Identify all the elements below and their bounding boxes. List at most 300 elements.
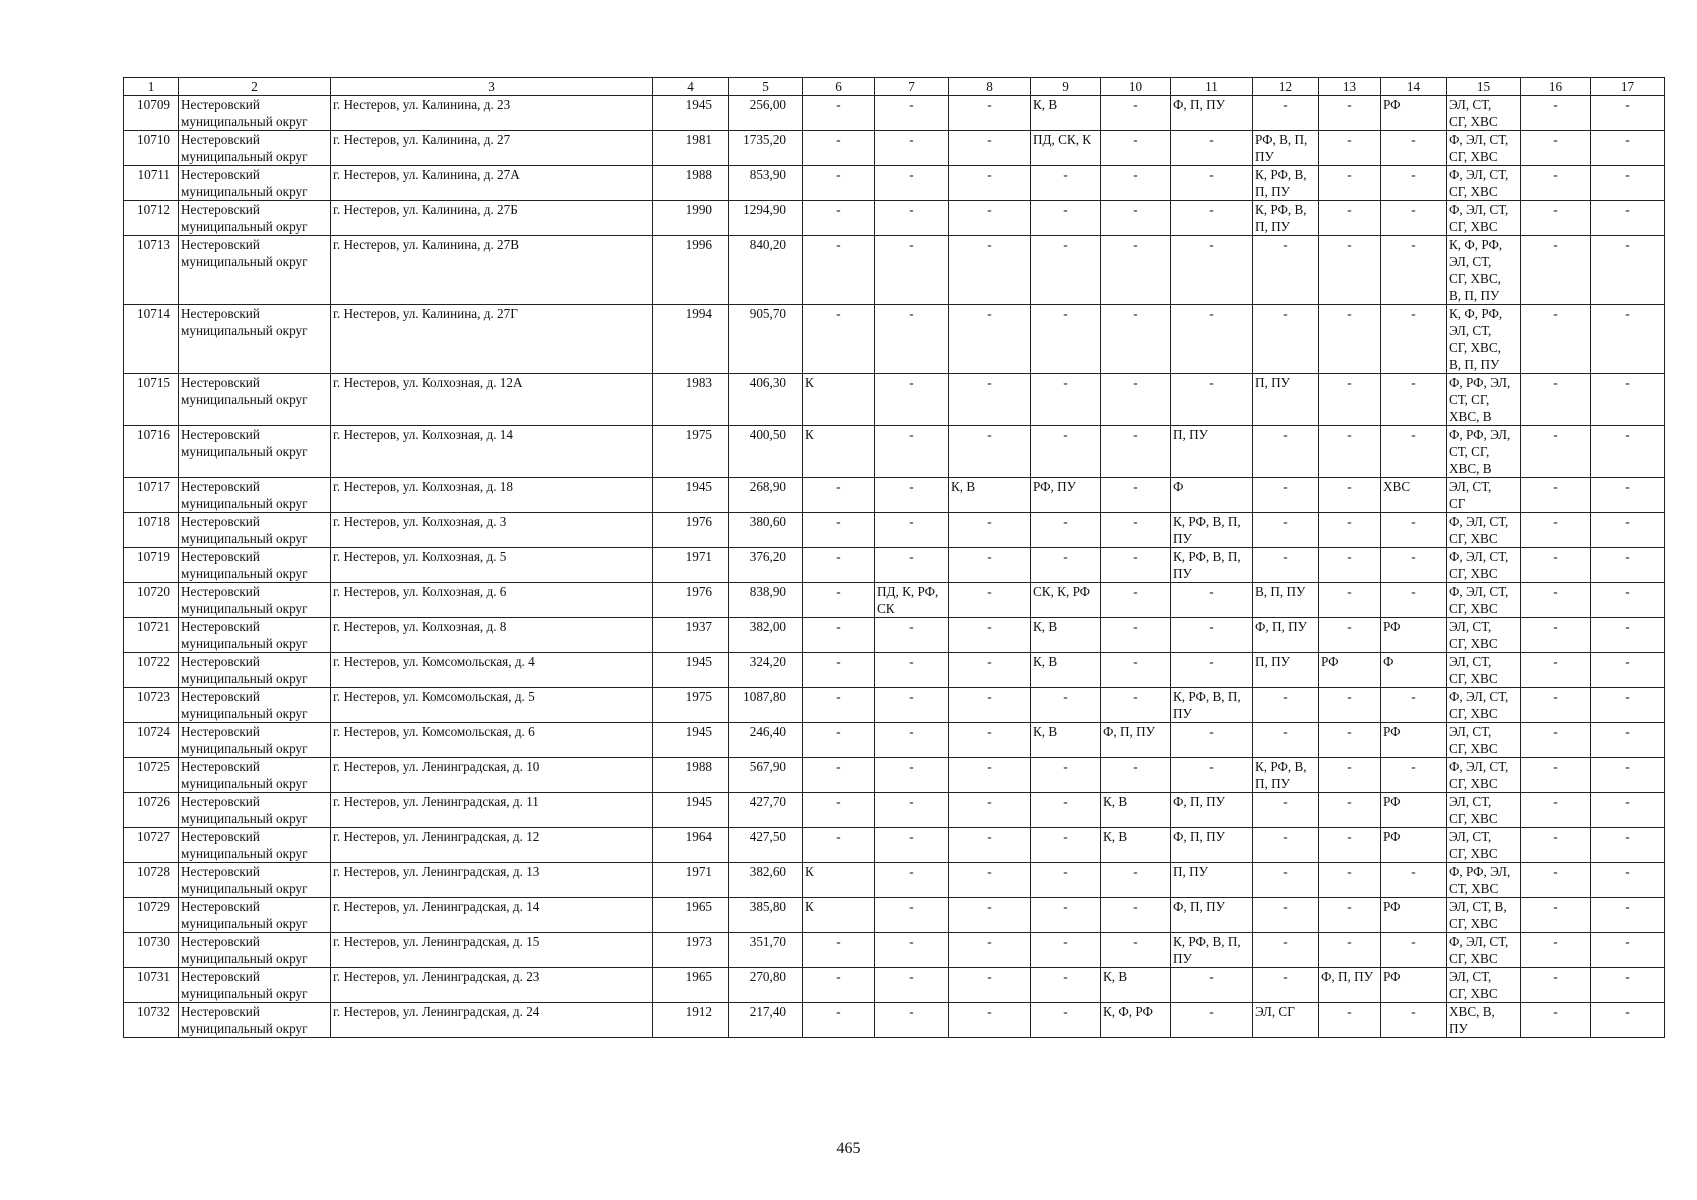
table-cell: -: [875, 863, 949, 898]
table-cell: Ф, П, ПУ: [1101, 723, 1171, 758]
table-cell: -: [949, 863, 1031, 898]
table-cell: 10726: [124, 793, 179, 828]
table-cell: Ф, РФ, ЭЛ, СТ, СГ, ХВС, В: [1447, 426, 1521, 478]
table-cell: -: [803, 1003, 875, 1038]
table-cell: -: [875, 828, 949, 863]
table-cell: -: [1521, 305, 1591, 374]
table-cell: В, П, ПУ: [1253, 583, 1319, 618]
table-cell: г. Нестеров, ул. Калинина, д. 27А: [331, 166, 653, 201]
table-cell: -: [949, 166, 1031, 201]
table-cell: -: [803, 131, 875, 166]
table-cell: Ф, ЭЛ, СТ, СГ, ХВС: [1447, 201, 1521, 236]
table-row: [124, 898, 1665, 933]
table-cell: ЭЛ, СТ, СГ, ХВС: [1447, 723, 1521, 758]
table-cell: 10725: [124, 758, 179, 793]
table-cell: -: [875, 1003, 949, 1038]
table-cell: -: [1171, 131, 1253, 166]
table-cell: г. Нестеров, ул. Колхозная, д. 14: [331, 426, 653, 478]
table-cell: РФ: [1381, 828, 1447, 863]
table-cell: -: [803, 933, 875, 968]
table-cell: -: [1521, 898, 1591, 933]
column-header: 16: [1521, 78, 1591, 96]
table-cell: -: [875, 758, 949, 793]
column-header: 1: [124, 78, 179, 96]
column-header: 4: [653, 78, 729, 96]
table-cell: К, РФ, В, П, ПУ: [1253, 758, 1319, 793]
table-cell: 382,60: [729, 863, 803, 898]
table-cell: 905,70: [729, 305, 803, 374]
table-row: [124, 618, 1665, 653]
table-cell: -: [1591, 513, 1665, 548]
table-cell: Ф, ЭЛ, СТ, СГ, ХВС: [1447, 131, 1521, 166]
table-cell: -: [1101, 166, 1171, 201]
table-cell: К: [803, 426, 875, 478]
table-cell: -: [1253, 828, 1319, 863]
table-cell: -: [1319, 688, 1381, 723]
table-cell: -: [1381, 374, 1447, 426]
table-cell: г. Нестеров, ул. Калинина, д. 27: [331, 131, 653, 166]
table-cell: К, РФ, В, П, ПУ: [1253, 166, 1319, 201]
table-row: [124, 513, 1665, 548]
table-cell: П, ПУ: [1253, 374, 1319, 426]
table-cell: Ф, ЭЛ, СТ, СГ, ХВС: [1447, 166, 1521, 201]
table-cell: СК, К, РФ: [1031, 583, 1101, 618]
table-cell: 10711: [124, 166, 179, 201]
table-cell: К, В: [949, 478, 1031, 513]
table-cell: -: [875, 131, 949, 166]
table-cell: -: [1319, 305, 1381, 374]
table-cell: -: [1031, 426, 1101, 478]
table-cell: -: [1253, 933, 1319, 968]
table-row: [124, 583, 1665, 618]
table-cell: -: [1521, 653, 1591, 688]
table-cell: -: [1031, 828, 1101, 863]
table-cell: Нестеровский муниципальный округ: [179, 305, 331, 374]
table-cell: -: [1319, 618, 1381, 653]
table-cell: -: [1101, 236, 1171, 305]
table-cell: Нестеровский муниципальный округ: [179, 688, 331, 723]
table-row: [124, 653, 1665, 688]
table-cell: -: [803, 478, 875, 513]
table-cell: -: [803, 828, 875, 863]
table-cell: Нестеровский муниципальный округ: [179, 723, 331, 758]
table-cell: -: [1253, 723, 1319, 758]
table-cell: -: [1521, 688, 1591, 723]
table-row: [124, 96, 1665, 131]
table-cell: 1994: [653, 305, 729, 374]
table-cell: ЭЛ, СГ: [1253, 1003, 1319, 1038]
table-cell: -: [1101, 898, 1171, 933]
table-row: [124, 131, 1665, 166]
table-cell: -: [1521, 723, 1591, 758]
table-cell: -: [1319, 131, 1381, 166]
table-row: [124, 723, 1665, 758]
table-cell: 427,70: [729, 793, 803, 828]
table-cell: 10718: [124, 513, 179, 548]
table-cell: 1973: [653, 933, 729, 968]
table-cell: -: [803, 968, 875, 1003]
table-cell: -: [949, 305, 1031, 374]
table-cell: 10729: [124, 898, 179, 933]
table-cell: -: [1591, 618, 1665, 653]
table-cell: г. Нестеров, ул. Ленинградская, д. 14: [331, 898, 653, 933]
table-cell: -: [1591, 793, 1665, 828]
column-header: 2: [179, 78, 331, 96]
column-header: 13: [1319, 78, 1381, 96]
table-cell: -: [1381, 688, 1447, 723]
table-cell: 1087,80: [729, 688, 803, 723]
table-cell: -: [1591, 863, 1665, 898]
table-cell: К, Ф, РФ, ЭЛ, СТ, СГ, ХВС, В, П, ПУ: [1447, 236, 1521, 305]
table-cell: -: [1171, 968, 1253, 1003]
table-cell: РФ: [1381, 898, 1447, 933]
table-cell: К, РФ, В, П, ПУ: [1171, 933, 1253, 968]
table-cell: ЭЛ, СТ, СГ, ХВС: [1447, 828, 1521, 863]
table-cell: 1971: [653, 863, 729, 898]
table-cell: -: [1101, 374, 1171, 426]
table-row: [124, 426, 1665, 478]
table-cell: 10717: [124, 478, 179, 513]
table-cell: -: [1521, 131, 1591, 166]
table-cell: -: [1381, 583, 1447, 618]
table-cell: -: [1031, 933, 1101, 968]
table-cell: РФ: [1381, 793, 1447, 828]
table-cell: К, Ф, РФ, ЭЛ, СТ, СГ, ХВС, В, П, ПУ: [1447, 305, 1521, 374]
table-row: [124, 828, 1665, 863]
table-cell: Нестеровский муниципальный округ: [179, 1003, 331, 1038]
table-cell: ЭЛ, СТ, СГ, ХВС: [1447, 968, 1521, 1003]
table-cell: ПД, К, РФ, СК: [875, 583, 949, 618]
table-cell: ЭЛ, СТ, СГ: [1447, 478, 1521, 513]
column-header: 7: [875, 78, 949, 96]
table-cell: -: [1031, 968, 1101, 1003]
table-cell: -: [949, 96, 1031, 131]
table-cell: Нестеровский муниципальный округ: [179, 426, 331, 478]
table-cell: К: [803, 374, 875, 426]
table-cell: -: [803, 305, 875, 374]
table-cell: -: [1591, 1003, 1665, 1038]
table-cell: РФ: [1381, 968, 1447, 1003]
table-cell: Нестеровский муниципальный округ: [179, 933, 331, 968]
table-cell: г. Нестеров, ул. Колхозная, д. 12А: [331, 374, 653, 426]
table-cell: -: [1381, 1003, 1447, 1038]
table-cell: -: [875, 166, 949, 201]
table-cell: г. Нестеров, ул. Калинина, д. 27В: [331, 236, 653, 305]
table-cell: 10720: [124, 583, 179, 618]
table-cell: ЭЛ, СТ, СГ, ХВС: [1447, 793, 1521, 828]
column-header: 10: [1101, 78, 1171, 96]
table-cell: 1996: [653, 236, 729, 305]
table-cell: 1976: [653, 513, 729, 548]
table-cell: г. Нестеров, ул. Ленинградская, д. 12: [331, 828, 653, 863]
table-cell: К, РФ, В, П, ПУ: [1171, 548, 1253, 583]
table-cell: -: [949, 898, 1031, 933]
table-cell: К, РФ, В, П, ПУ: [1253, 201, 1319, 236]
table-cell: 10722: [124, 653, 179, 688]
table-cell: 270,80: [729, 968, 803, 1003]
table-cell: -: [803, 236, 875, 305]
table-cell: -: [949, 374, 1031, 426]
table-cell: Ф, ЭЛ, СТ, СГ, ХВС: [1447, 933, 1521, 968]
table-cell: -: [1319, 548, 1381, 583]
table-cell: К, В: [1101, 793, 1171, 828]
table-cell: К, В: [1031, 96, 1101, 131]
table-cell: Ф, ЭЛ, СТ, СГ, ХВС: [1447, 513, 1521, 548]
table-cell: Ф, РФ, ЭЛ, СТ, СГ, ХВС, В: [1447, 374, 1521, 426]
table-cell: -: [1101, 583, 1171, 618]
table-cell: ПД, СК, К: [1031, 131, 1101, 166]
table-cell: Нестеровский муниципальный округ: [179, 583, 331, 618]
table-cell: 400,50: [729, 426, 803, 478]
table-cell: 382,00: [729, 618, 803, 653]
table-cell: -: [1031, 374, 1101, 426]
table-cell: -: [949, 583, 1031, 618]
table-cell: -: [1521, 583, 1591, 618]
table-cell: -: [949, 201, 1031, 236]
table-cell: 840,20: [729, 236, 803, 305]
table-cell: 10709: [124, 96, 179, 131]
table-cell: 1975: [653, 426, 729, 478]
table-cell: Ф, П, ПУ: [1171, 793, 1253, 828]
table-cell: 217,40: [729, 1003, 803, 1038]
table-cell: Нестеровский муниципальный округ: [179, 374, 331, 426]
table-cell: -: [1591, 426, 1665, 478]
table-cell: -: [949, 688, 1031, 723]
table-cell: Нестеровский муниципальный округ: [179, 201, 331, 236]
table-cell: -: [1521, 618, 1591, 653]
table-cell: 256,00: [729, 96, 803, 131]
column-header: 11: [1171, 78, 1253, 96]
table-cell: 1912: [653, 1003, 729, 1038]
table-cell: -: [1101, 478, 1171, 513]
column-header: 3: [331, 78, 653, 96]
table-cell: К: [803, 898, 875, 933]
table-cell: 1945: [653, 478, 729, 513]
table-cell: -: [1521, 374, 1591, 426]
table-cell: -: [1591, 478, 1665, 513]
table-cell: -: [1591, 968, 1665, 1003]
table-cell: -: [875, 96, 949, 131]
table-cell: -: [1171, 201, 1253, 236]
table-cell: г. Нестеров, ул. Ленинградская, д. 10: [331, 758, 653, 793]
table-cell: 385,80: [729, 898, 803, 933]
table-cell: 10727: [124, 828, 179, 863]
table-cell: РФ, В, П, ПУ: [1253, 131, 1319, 166]
table-cell: Нестеровский муниципальный округ: [179, 478, 331, 513]
table-cell: П, ПУ: [1171, 426, 1253, 478]
table-cell: 1988: [653, 758, 729, 793]
table-row: [124, 758, 1665, 793]
table-cell: РФ, ПУ: [1031, 478, 1101, 513]
column-number-header: [124, 78, 1665, 96]
table-cell: г. Нестеров, ул. Ленинградская, д. 24: [331, 1003, 653, 1038]
table-cell: г. Нестеров, ул. Калинина, д. 23: [331, 96, 653, 131]
table-cell: 1965: [653, 968, 729, 1003]
table-cell: -: [1101, 653, 1171, 688]
table-cell: -: [1101, 758, 1171, 793]
table-cell: 10712: [124, 201, 179, 236]
table-cell: -: [1253, 793, 1319, 828]
table-cell: -: [1591, 201, 1665, 236]
table-cell: 10724: [124, 723, 179, 758]
table-cell: -: [875, 968, 949, 1003]
table-cell: -: [1381, 933, 1447, 968]
table-cell: -: [875, 513, 949, 548]
table-cell: -: [1319, 513, 1381, 548]
table-cell: Нестеровский муниципальный округ: [179, 828, 331, 863]
table-cell: 1294,90: [729, 201, 803, 236]
table-cell: -: [803, 653, 875, 688]
table-cell: г. Нестеров, ул. Ленинградская, д. 11: [331, 793, 653, 828]
table-cell: -: [1031, 166, 1101, 201]
table-cell: РФ: [1381, 618, 1447, 653]
table-cell: -: [1521, 1003, 1591, 1038]
table-cell: -: [875, 548, 949, 583]
table-cell: -: [1381, 236, 1447, 305]
table-cell: Нестеровский муниципальный округ: [179, 236, 331, 305]
table-row: [124, 968, 1665, 1003]
table-cell: -: [1101, 513, 1171, 548]
table-cell: г. Нестеров, ул. Колхозная, д. 6: [331, 583, 653, 618]
table-cell: -: [1381, 863, 1447, 898]
table-cell: -: [1381, 548, 1447, 583]
table-cell: г. Нестеров, ул. Колхозная, д. 5: [331, 548, 653, 583]
table-cell: -: [1591, 166, 1665, 201]
table-cell: Нестеровский муниципальный округ: [179, 968, 331, 1003]
table-cell: 1965: [653, 898, 729, 933]
table-cell: -: [803, 723, 875, 758]
table-cell: -: [1319, 201, 1381, 236]
column-header: 6: [803, 78, 875, 96]
table-cell: -: [1319, 374, 1381, 426]
table-cell: -: [1591, 96, 1665, 131]
table-row: [124, 305, 1665, 374]
table-cell: -: [1521, 426, 1591, 478]
table-cell: 10728: [124, 863, 179, 898]
table-cell: -: [949, 793, 1031, 828]
column-header: 17: [1591, 78, 1665, 96]
table-cell: -: [1591, 828, 1665, 863]
table-cell: -: [1101, 618, 1171, 653]
table-cell: -: [1591, 131, 1665, 166]
table-cell: -: [1319, 426, 1381, 478]
table-cell: -: [803, 758, 875, 793]
table-cell: Ф: [1171, 478, 1253, 513]
table-cell: -: [1521, 548, 1591, 583]
table-cell: 10732: [124, 1003, 179, 1038]
table-cell: -: [1381, 426, 1447, 478]
table-cell: -: [1031, 548, 1101, 583]
table-cell: -: [949, 758, 1031, 793]
table-cell: -: [949, 1003, 1031, 1038]
table-cell: Ф, П, ПУ: [1171, 898, 1253, 933]
table-cell: г. Нестеров, ул. Колхозная, д. 8: [331, 618, 653, 653]
table-row: [124, 1003, 1665, 1038]
table-cell: К, В: [1101, 968, 1171, 1003]
table-cell: г. Нестеров, ул. Калинина, д. 27Б: [331, 201, 653, 236]
table-cell: Нестеровский муниципальный округ: [179, 513, 331, 548]
table-cell: -: [1591, 723, 1665, 758]
table-row: [124, 863, 1665, 898]
table-cell: 10719: [124, 548, 179, 583]
table-cell: Нестеровский муниципальный округ: [179, 653, 331, 688]
table-cell: Ф, ЭЛ, СТ, СГ, ХВС: [1447, 758, 1521, 793]
table-cell: 10721: [124, 618, 179, 653]
table-cell: -: [1319, 583, 1381, 618]
table-cell: -: [1171, 1003, 1253, 1038]
table-cell: 10730: [124, 933, 179, 968]
table-cell: -: [1031, 305, 1101, 374]
table-cell: -: [1521, 96, 1591, 131]
table-cell: Нестеровский муниципальный округ: [179, 863, 331, 898]
table-cell: -: [1591, 374, 1665, 426]
table-cell: Нестеровский муниципальный округ: [179, 166, 331, 201]
table-cell: -: [1319, 236, 1381, 305]
column-header: 8: [949, 78, 1031, 96]
table-cell: Ф, ЭЛ, СТ, СГ, ХВС: [1447, 583, 1521, 618]
table-cell: 567,90: [729, 758, 803, 793]
table-row: [124, 478, 1665, 513]
table-cell: 406,30: [729, 374, 803, 426]
table-cell: 10715: [124, 374, 179, 426]
table-cell: -: [1591, 898, 1665, 933]
table-cell: -: [1521, 513, 1591, 548]
table-cell: -: [875, 305, 949, 374]
table-cell: -: [803, 793, 875, 828]
table-cell: -: [1591, 583, 1665, 618]
table-cell: 10713: [124, 236, 179, 305]
table-cell: 10716: [124, 426, 179, 478]
table-cell: П, ПУ: [1171, 863, 1253, 898]
table-cell: -: [1253, 968, 1319, 1003]
table-cell: -: [1381, 305, 1447, 374]
table-cell: -: [875, 618, 949, 653]
table-cell: -: [1591, 653, 1665, 688]
table-cell: 1937: [653, 618, 729, 653]
table-cell: Нестеровский муниципальный округ: [179, 548, 331, 583]
table-cell: Ф: [1381, 653, 1447, 688]
table-cell: -: [1521, 478, 1591, 513]
table-cell: 10710: [124, 131, 179, 166]
table-cell: Ф, П, ПУ: [1253, 618, 1319, 653]
table-cell: -: [1591, 758, 1665, 793]
table-cell: 246,40: [729, 723, 803, 758]
table-cell: 1981: [653, 131, 729, 166]
table-cell: -: [1319, 478, 1381, 513]
table-cell: 10731: [124, 968, 179, 1003]
table-cell: К, В: [1031, 653, 1101, 688]
table-cell: -: [875, 374, 949, 426]
table-cell: -: [1101, 201, 1171, 236]
table-cell: 1735,20: [729, 131, 803, 166]
table-cell: -: [1101, 305, 1171, 374]
column-header: 9: [1031, 78, 1101, 96]
table-cell: 1988: [653, 166, 729, 201]
column-header: 14: [1381, 78, 1447, 96]
table-cell: К, В: [1031, 618, 1101, 653]
table-cell: -: [1591, 933, 1665, 968]
table-cell: -: [1521, 793, 1591, 828]
table-cell: -: [949, 548, 1031, 583]
table-cell: РФ: [1319, 653, 1381, 688]
table-cell: ЭЛ, СТ, В, СГ, ХВС: [1447, 898, 1521, 933]
table-cell: г. Нестеров, ул. Ленинградская, д. 13: [331, 863, 653, 898]
table-cell: -: [875, 201, 949, 236]
table-cell: -: [1253, 426, 1319, 478]
table-cell: -: [1319, 1003, 1381, 1038]
table-cell: г. Нестеров, ул. Комсомольская, д. 5: [331, 688, 653, 723]
table-cell: 268,90: [729, 478, 803, 513]
